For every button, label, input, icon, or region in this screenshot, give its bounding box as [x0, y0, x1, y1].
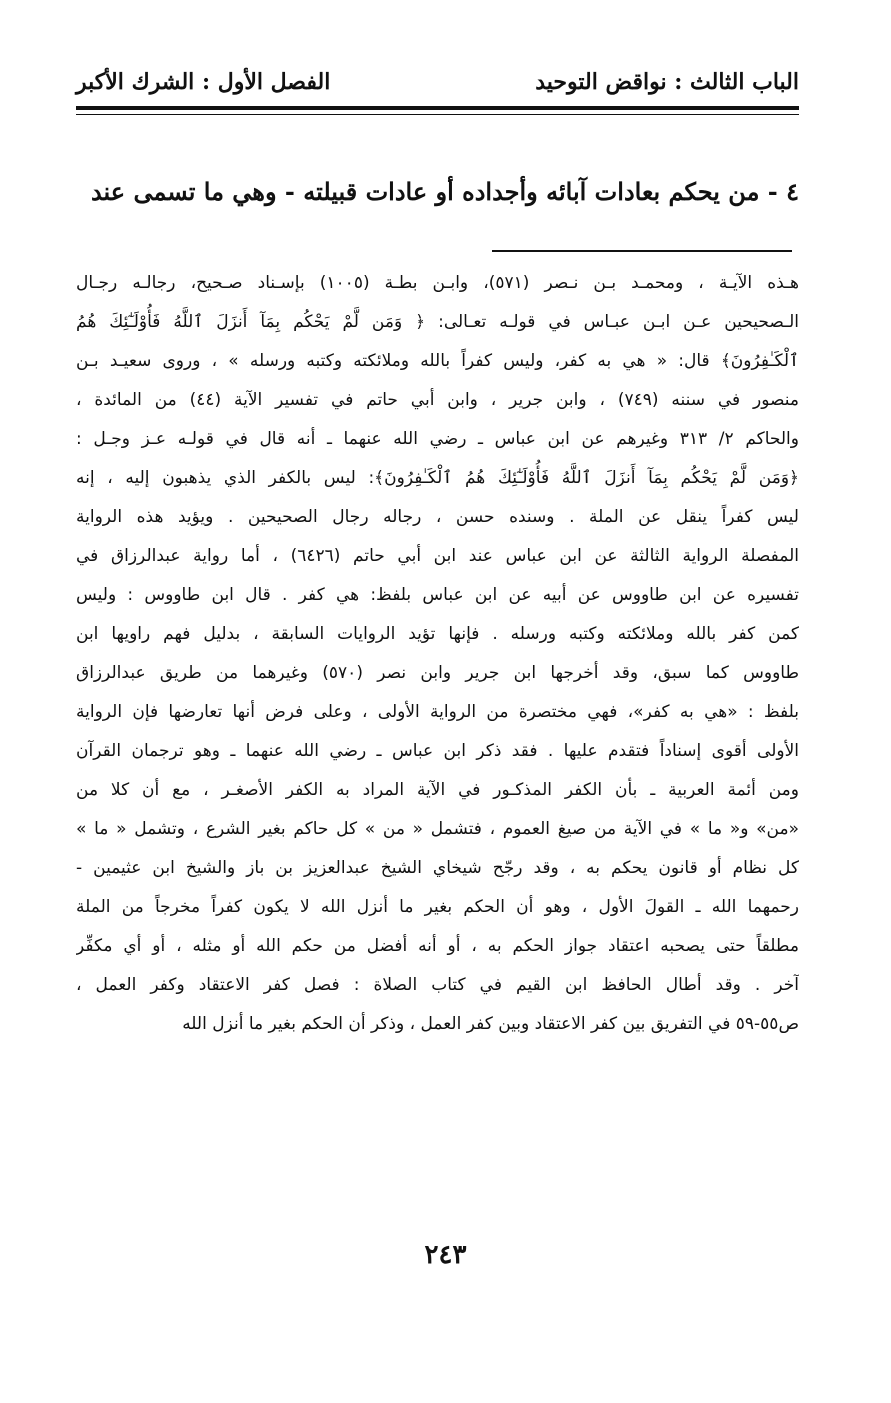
text-line: طاووس كما سبق، وقد أخرجها ابن جرير وابن نصر (٥٧٠) وغيرهما من طريق عبدالرزاق	[76, 663, 799, 683]
text-line: كمن كفر بالله وملائكته وكتبه ورسله . فإنها تؤيد الروايات السابقة ، بدليل فهم راويها ابن	[76, 624, 799, 644]
header-divider-thick	[76, 106, 799, 110]
text-line: ٱلْكَـٰفِرُونَ﴾ قال: « هي به كفر، وليس كفراً بالله وملائكته وكتبه ورسله » ، وروى سعيـد بـن	[76, 351, 799, 371]
text-line: ص٥٥-٥٩ في التفريق بين كفر الاعتقاد وبين كفر العمل ، وذكر أن الحكم بغير ما أنزل الله	[182, 1014, 799, 1034]
page-number: ٢٤٣	[424, 1240, 467, 1270]
section-title-header: الفصل الأول : الشرك الأكبر	[76, 69, 331, 95]
text-line: هـذه الآيـة ، ومحمـد بـن نـصر (٥٧١)، وابـن بطـة (١٠٠٥) بإسـناد صـحيح، رجالـه رجـال	[76, 273, 799, 293]
text-line: تفسيره عن ابن طاووس عن أبيه عن ابن عباس بلفظ: هي كفر . قال ابن طاووس : وليس	[76, 585, 799, 605]
text-line: الـصحيحين عـن ابـن عبـاس في قولـه تعـالى: ﴿ وَمَن لَّمْ يَحْكُم بِمَآ أَنزَلَ ٱللَّهُ فَأُوْلَـٰٓئِكَ هُمُ	[76, 312, 799, 332]
text-line: بلفظ : «هي به كفر»، فهي مختصرة من الرواية الأولى ، وعلى فرض أنها تعارضها فإن الرواية	[76, 702, 799, 722]
chapter-title: الباب الثالث : نواقض التوحيد	[535, 69, 799, 95]
footnote-separator	[492, 250, 792, 252]
text-line: والحاكم ٢/ ٣١٣ وغيرهم عن ابن عباس ـ رضي الله عنهما ـ أنه قال في قولـه عـز وجـل :	[76, 429, 799, 449]
text-line: ﴿وَمَن لَّمْ يَحْكُم بِمَآ أَنزَلَ ٱللَّهُ فَأُوْلَـٰٓئِكَ هُمُ ٱلْكَـٰفِرُونَ﴾: ليس بالكفر الذي يذهبون إليه ، إنه	[76, 468, 799, 488]
text-line: الأولى أقوى إسناداً فتقدم عليها . فقد ذكر ابن عباس ـ رضي الله عنهما ـ وهو ترجمان القرآن	[76, 741, 799, 761]
text-line: رحمهما الله ـ القولَ الأول ، وهو أن الحكم بغير ما أنزل الله لا يكون كفراً مخرجاً من الملة	[76, 897, 799, 917]
running-header	[76, 62, 799, 102]
text-line: «من» و« ما » في الآية من صيغ العموم ، فتشمل « من » كل حاكم بغير الشرع ، وتشمل « ما »	[76, 819, 799, 839]
section-heading: ٤ - من يحكم بعادات آبائه وأجداده أو عادات قبيلته - وهي ما تسمى عند	[90, 177, 799, 206]
footnote-text	[76, 264, 799, 1044]
text-line: منصور في سننه (٧٤٩) ، وابن جرير ، وابن أبي حاتم في تفسير الآية (٤٤) من المائدة ،	[76, 390, 799, 410]
text-line: ليس كفراً ينقل عن الملة . وسنده حسن ، رجاله رجال الصحيحين . ويؤيد هذه الرواية	[76, 507, 799, 527]
text-line: المفصلة الرواية الثالثة عن ابن عباس عند ابن أبي حاتم (٦٤٢٦) ، أما رواية عبدالرزاق في	[76, 546, 799, 566]
text-line: كل نظام أو قانون يحكم به ، وقد رجّح شيخاي الشيخ عبدالعزيز بن باز والشيخ ابن عثيمين -	[76, 858, 799, 878]
text-line: مطلقاً حتى يصحبه اعتقاد جواز الحكم به ، أو أنه أفضل من حكم الله أو مثله ، أو أي مكفِّر	[76, 936, 799, 956]
header-divider-thin	[76, 114, 799, 115]
text-line: آخر . وقد أطال الحافظ ابن القيم في كتاب الصلاة : فصل كفر الاعتقاد وكفر العمل ،	[76, 975, 799, 995]
text-line: ومن أئمة العربية ـ بأن الكفر المذكـور في الآية المراد به الكفر الأصغـر ، مع أن كلا من	[76, 780, 799, 800]
